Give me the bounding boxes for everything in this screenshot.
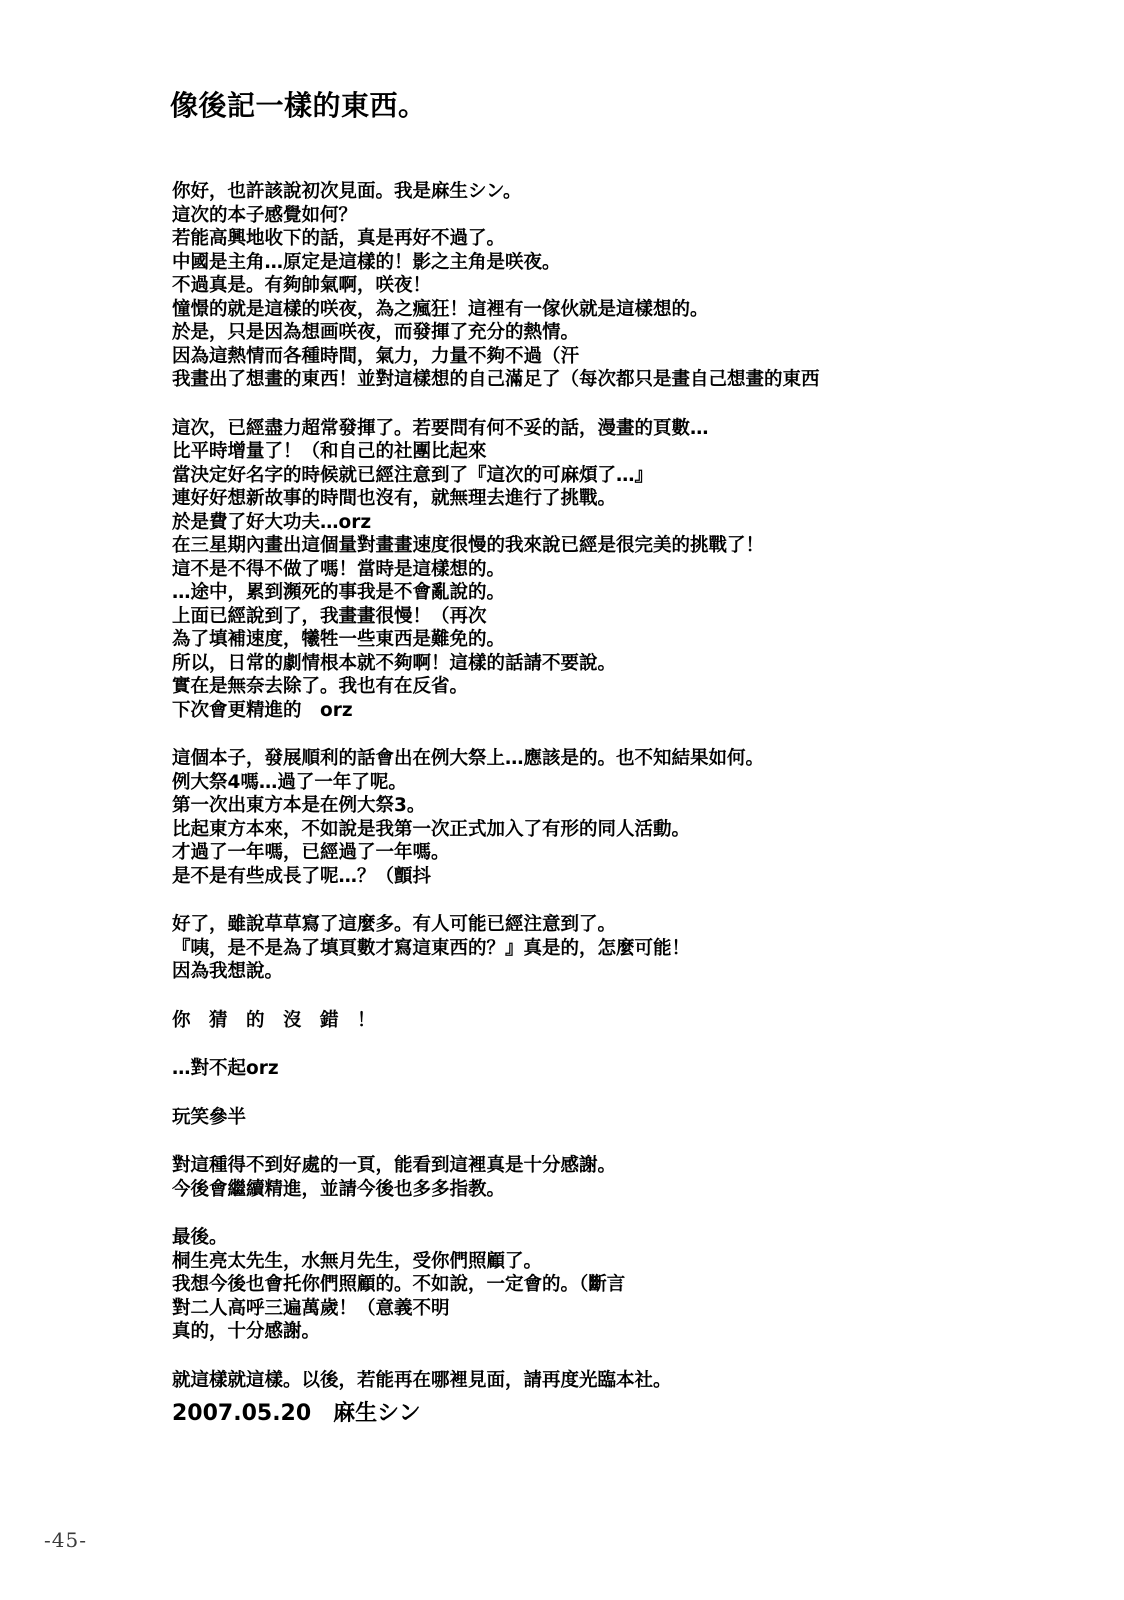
paragraph (172, 1106, 1052, 1130)
page-title: 像後記一樣的東西。 (170, 89, 427, 122)
text-line: 就這樣就這樣。以後，若能再在哪裡見面，請再度光臨本社。 (172, 1369, 672, 1391)
text-line: 我畫出了想畫的東西！並對這樣想的自己滿足了（每次都只是畫自己想畫的東西 (172, 369, 820, 390)
text-line: 當決定好名字的時候就已經注意到了『這次的可麻煩了…』 (172, 464, 654, 486)
text-line: 玩笑參半 (172, 1106, 247, 1128)
text-line: 實在是無奈去除了。我也有在反省。 (172, 676, 469, 697)
text-line: 於是，只是因為想画咲夜，而發揮了充分的熱情。 (172, 322, 580, 343)
text-line: 好了，雖說草草寫了這麼多。有人可能已經注意到了。 (172, 914, 617, 935)
text-line: 在三星期內畫出這個量對畫畫速度很慢的我來說已經是很完美的挑戰了！ (172, 535, 765, 556)
text-line: 為了填補速度，犧牲一些東西是難免的。 (172, 629, 506, 650)
afterword-body (172, 180, 1052, 1417)
text-line: 這不是不得不做了嗎！當時是這樣想的。 (172, 558, 506, 580)
paragraph (172, 417, 1052, 723)
text-line: 對二人高呼三遍萬歲！（意義不明 (172, 1297, 450, 1319)
text-line: …對不起orz (172, 1058, 279, 1079)
date-signature: 2007.05.20 麻生シン (172, 1401, 421, 1426)
paragraph (172, 1154, 1052, 1201)
paragraph (172, 1057, 1052, 1081)
text-line: 這次的本子感覺如何？ (172, 204, 358, 226)
text-line: 『咦，是不是為了填頁數才寫這東西的？』真是的，怎麼可能！ (172, 937, 691, 959)
text-line: 上面已經說到了，我畫畫很慢！（再次 (172, 605, 487, 627)
text-line: 於是費了好大功夫…orz (172, 511, 372, 533)
paragraph (172, 913, 1052, 984)
text-line: 才過了一年嗎，已經過了一年嗎。 (172, 842, 450, 863)
text-line: 比平時增量了！（和自己的社團比起來 (172, 441, 487, 462)
text-line: 中國是主角…原定是這樣的！影之主角是咲夜。 (172, 251, 561, 273)
text-line: 若能高興地收下的話，真是再好不過了。 (172, 228, 506, 249)
paragraph (172, 1009, 1052, 1033)
text-line: …途中，累到瀕死的事我是不會亂說的。 (172, 582, 506, 603)
text-line: 你好，也許該說初次見面。我是麻生シン。 (172, 181, 522, 202)
text-line: 真的，十分感謝。 (172, 1321, 321, 1342)
text-line: 最後。 (172, 1227, 228, 1248)
text-line: 連好好想新故事的時間也沒有，就無理去進行了挑戰。 (172, 488, 617, 509)
paragraph (172, 747, 1052, 888)
text-line: 今後會繼續精進，並請今後也多多指教。 (172, 1178, 506, 1200)
paragraph (172, 1226, 1052, 1344)
text-line: 因為我想說。 (172, 961, 284, 982)
text-line: 所以，日常的劇情根本就不夠啊！這樣的話請不要說。 (172, 652, 617, 674)
paragraph (172, 180, 1052, 392)
text-line: 比起東方本來，不如說是我第一次正式加入了有形的同人活動。 (172, 818, 691, 840)
text-line: 我想今後也會托你們照顧的。不如說，一定會的。（斷言 (172, 1274, 626, 1295)
text-line: 你 猜 的 沒 錯 ！ (172, 1009, 376, 1031)
text-line: 因為這熱情而各種時間，氣力，力量不夠不過（汗 (172, 345, 580, 367)
page-number: -45- (44, 1528, 87, 1552)
text-line: 是不是有些成長了呢…？（顫抖 (172, 865, 432, 887)
paragraph (172, 1369, 1052, 1393)
text-line: 下次會更精進的 orz (172, 699, 353, 721)
text-line: 例大祭4嗎…過了一年了呢。 (172, 771, 407, 793)
text-line: 第一次出東方本是在例大祭3。 (172, 795, 426, 816)
text-line: 不過真是。有夠帥氣啊，咲夜！ (172, 275, 432, 296)
text-line: 憧憬的就是這樣的咲夜，為之瘋狂！這裡有一傢伙就是這樣想的。 (172, 298, 709, 320)
text-line: 這次，已經盡力超常發揮了。若要問有何不妥的話，漫畫的頁數… (172, 417, 709, 439)
text-line: 桐生亮太先生，水無月先生，受你們照顧了。 (172, 1250, 543, 1272)
text-line: 這個本子，發展順利的話會出在例大祭上…應該是的。也不知結果如何。 (172, 748, 765, 769)
text-line: 對這種得不到好處的一頁，能看到這裡真是十分感謝。 (172, 1155, 617, 1176)
